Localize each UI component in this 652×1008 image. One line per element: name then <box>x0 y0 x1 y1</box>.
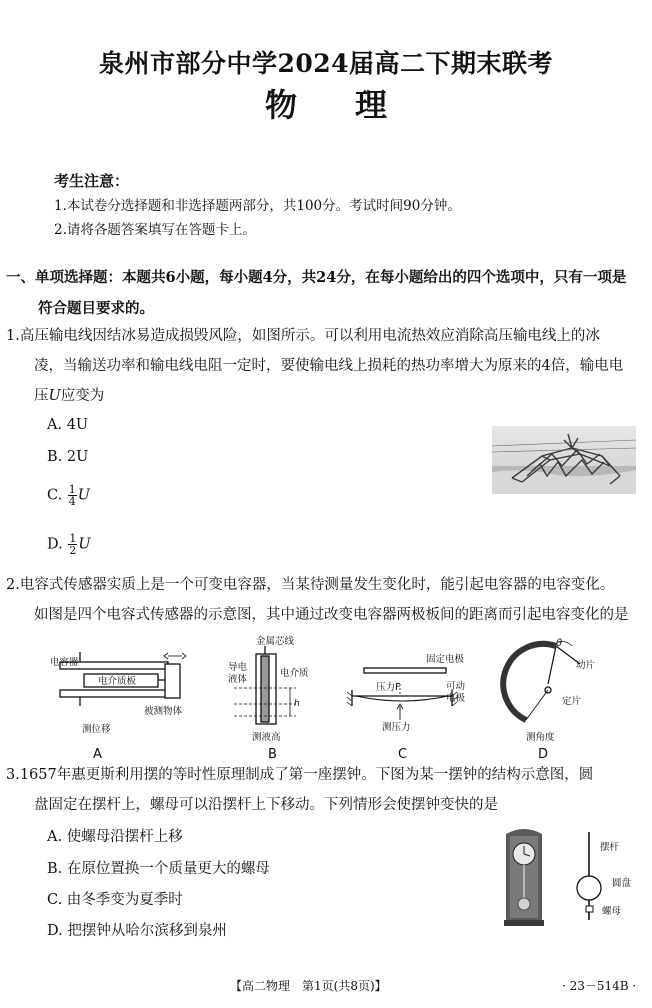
fig-a-label-capacitor: 电容器 <box>50 657 79 668</box>
fig-c-label-electrode: 电极 <box>446 693 466 704</box>
q1-option-d[interactable] <box>47 533 91 556</box>
pendulum-diagram <box>577 832 601 920</box>
variable: U <box>77 487 91 504</box>
question-1-stem <box>6 321 646 411</box>
pendulum-clock-figure <box>496 826 646 928</box>
fig-c-label-fixed: 固定电极 <box>426 654 465 665</box>
q3-option-d[interactable]: D. 把摆钟从哈尔滨移到泉州 <box>47 923 227 939</box>
fig-c-label-movable: 可动 <box>446 681 466 692</box>
denominator: 4 <box>68 495 76 508</box>
figure-d <box>503 642 580 721</box>
variable: U <box>48 388 61 404</box>
q3-option-b[interactable]: B. 在原位置换一个质量更大的螺母 <box>47 861 270 877</box>
capacitor-sensor-diagrams <box>40 634 640 764</box>
question-line: 盘固定在摆杆上，螺母可以沿摆杆上下移动。下列情形会使摆钟变快的是 <box>34 797 498 813</box>
fig-b-label-h: h <box>294 699 300 709</box>
question-3-stem <box>6 760 646 820</box>
text-part: 压 <box>34 388 49 404</box>
section-heading <box>6 262 646 324</box>
option-label: C. <box>47 487 63 504</box>
variable: U <box>78 536 91 553</box>
fig-a-caption: A <box>93 747 102 762</box>
fig-c-label-force: 压力F <box>376 682 401 693</box>
fig-q3-label-disc: 圆盘 <box>612 878 632 889</box>
fig-d-caption: D <box>538 747 549 762</box>
exam-title: 泉州市部分中学2024届高二下期末联考 <box>98 49 554 78</box>
section-heading-line: 一、单项选择题：本题共6小题，每小题4分，共24分，在每小题给出的四个选项中，只有一项是 <box>6 269 627 286</box>
q1-option-c[interactable] <box>47 484 90 507</box>
fig-b-label-conductive: 导电 <box>228 662 248 673</box>
question-line <box>6 381 646 411</box>
fig-a-label-measure: 测位移 <box>82 724 111 735</box>
question-line: 2.电容式传感器实质上是一个可变电容器，当某待测量发生变化时，能引起电容器的电容变化。 <box>6 577 615 593</box>
fig-b-label-core: 金属芯线 <box>256 636 295 647</box>
denominator: 2 <box>69 544 77 557</box>
footer-page-info: 【高二物理 第1页(共8页)】 <box>230 979 387 993</box>
fig-d-label-fixed: 定片 <box>562 696 582 707</box>
question-line: 如图是四个电容式传感器的示意图，其中通过改变电容器两极板间的距离而引起电容变化的是 <box>34 607 629 623</box>
fig-a-label-object: 被测物体 <box>144 706 183 717</box>
collapsed-tower-photo <box>492 426 636 494</box>
q1-option-b[interactable]: B. 2U <box>47 449 89 465</box>
fig-b-label-dielectric: 电介质 <box>280 668 309 679</box>
fig-b-label-liquid: 液体 <box>228 674 248 685</box>
q2-figures <box>40 634 640 764</box>
footer-code: · 23－514B · <box>562 979 637 993</box>
pendulum-clock-svg <box>496 826 646 928</box>
option-label: D. <box>47 536 63 553</box>
fraction <box>68 484 77 507</box>
subject-title: 物理 <box>264 86 445 124</box>
fig-c-label-measure: 测压力 <box>382 722 411 733</box>
notice-item: 1.本试卷分选择题和非选择题两部分，共100分。考试时间90分钟。 <box>54 198 461 214</box>
section-heading-line: 符合题目要求的。 <box>38 300 154 317</box>
question-2-stem <box>6 570 646 630</box>
q3-option-a[interactable]: A. 使螺母沿摆杆上移 <box>47 829 183 845</box>
question-line: 1.高压输电线因结冰易造成损毁风险，如图所示。可以利用电流热效应消除高压输电线上的冰 <box>6 328 600 344</box>
figure-b <box>234 646 296 724</box>
fig-b-label-measure: 测液高 <box>252 732 281 743</box>
numerator: 1 <box>69 532 77 545</box>
numerator: 1 <box>68 483 76 496</box>
fig-a-label-dielectric: 电介质板 <box>98 676 137 687</box>
q1-option-a[interactable]: A. 4U <box>47 417 89 433</box>
q3-option-c[interactable]: C. 由冬季变为夏季时 <box>47 892 183 908</box>
fig-d-label-theta: θ <box>556 638 563 649</box>
tower-photo-svg <box>492 426 636 494</box>
fig-b-caption: B <box>268 747 277 762</box>
fig-q3-label-nut: 螺母 <box>602 906 622 917</box>
fig-q3-label-rod: 摆杆 <box>600 842 620 853</box>
text-part: 应变为 <box>60 388 105 404</box>
figure-c <box>347 668 457 720</box>
fraction <box>68 533 77 556</box>
notice-item: 2.请将各题答案填写在答题卡上。 <box>54 222 256 238</box>
clock-photo <box>504 829 544 926</box>
fig-d-label-moving: 动片 <box>576 660 596 671</box>
notice-heading: 考生注意： <box>54 172 130 190</box>
question-line: 3.1657年惠更斯利用摆的等时性原理制成了第一座摆钟。下图为某一摆钟的结构示意图，圆 <box>6 767 594 783</box>
fig-d-label-measure: 测角度 <box>526 732 555 743</box>
question-line: 凌，当输送功率和输电线电阻一定时，要使输电线上损耗的热功率增大为原来的4倍，输电电 <box>34 358 624 374</box>
fig-c-caption: C <box>398 747 408 762</box>
